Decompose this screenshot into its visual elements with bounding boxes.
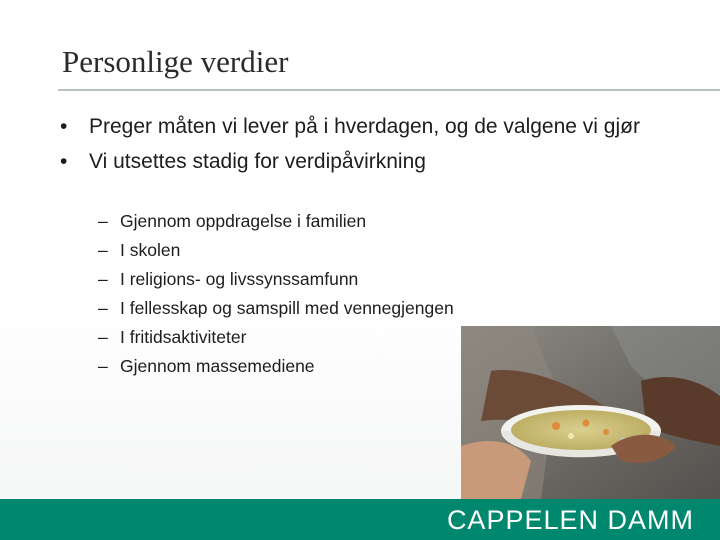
sub-bullet-item xyxy=(98,323,518,352)
sub-bullet-item xyxy=(98,294,518,323)
bullet-marker: • xyxy=(60,150,68,173)
sub-bullet-text: I fellesskap og samspill med vennegjengen xyxy=(120,298,454,318)
sub-bullet-list xyxy=(98,207,518,381)
sub-bullet-item xyxy=(98,207,518,236)
bullet-item xyxy=(60,112,660,141)
soup-bowl-photo xyxy=(461,326,720,499)
sub-bullet-text: I fritidsaktiviteter xyxy=(120,327,247,347)
dash-marker: – xyxy=(98,356,108,376)
sub-bullet-text: Gjennom massemediene xyxy=(120,356,315,376)
slide-title: Personlige verdier xyxy=(62,44,289,79)
title-divider xyxy=(58,89,720,91)
bullet-text: Preger måten vi lever på i hverdagen, og de valgene vi gjør xyxy=(89,115,640,138)
dash-marker: – xyxy=(98,269,108,289)
bullet-item xyxy=(60,147,660,176)
sub-bullet-item xyxy=(98,236,518,265)
sub-bullet-item xyxy=(98,352,518,381)
sub-bullet-text: I religions- og livssynssamfunn xyxy=(120,269,359,289)
dash-marker: – xyxy=(98,298,108,318)
footer-bar xyxy=(0,499,720,540)
dash-marker: – xyxy=(98,240,108,260)
dash-marker: – xyxy=(98,211,108,231)
bullet-list xyxy=(60,112,660,182)
dash-marker: – xyxy=(98,327,108,347)
sub-bullet-item xyxy=(98,265,518,294)
bullet-text: Vi utsettes stadig for verdipåvirkning xyxy=(89,150,426,173)
brand-logo: CAPPELEN DAMM xyxy=(446,505,694,535)
sub-bullet-text: Gjennom oppdragelse i familien xyxy=(120,211,367,231)
bullet-marker: • xyxy=(60,115,68,138)
sub-bullet-text: I skolen xyxy=(120,240,181,260)
